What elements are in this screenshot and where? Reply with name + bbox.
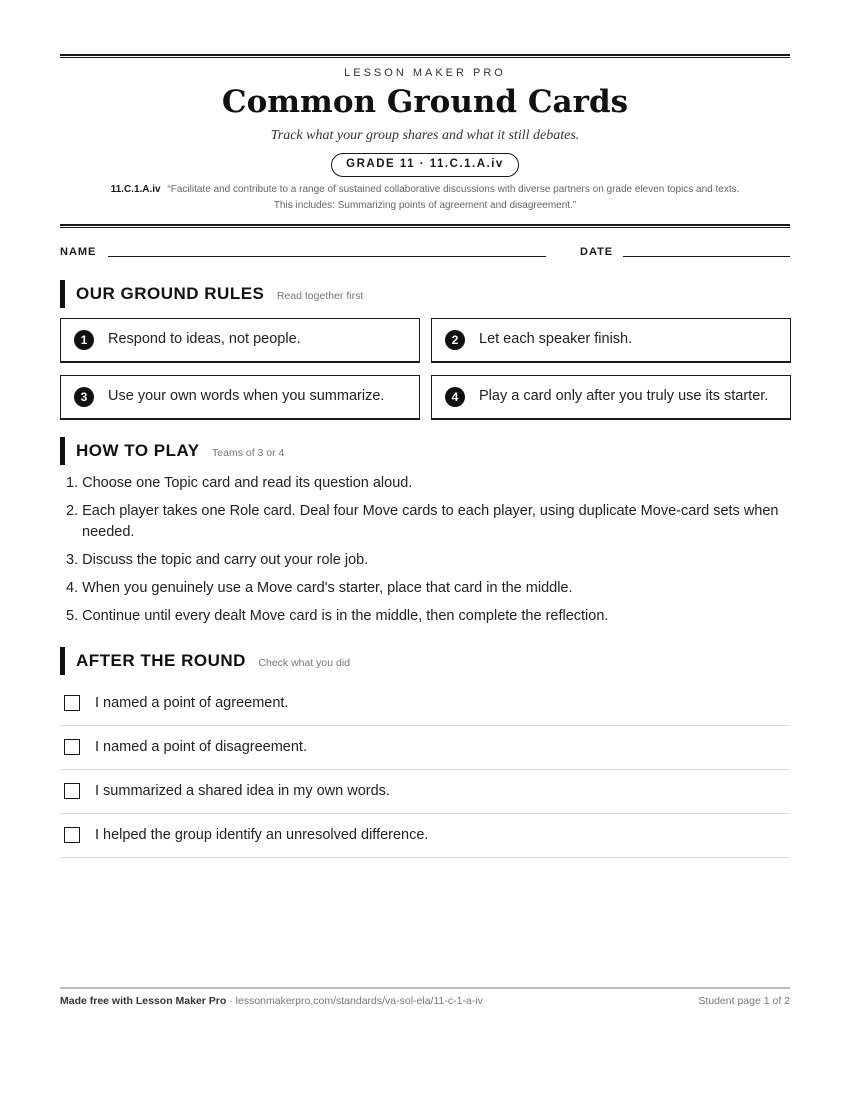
brand-label: LESSON MAKER PRO (344, 67, 506, 79)
standard-code: 11.C.1.A.iv (110, 184, 161, 195)
rule-number-badge: 1 (74, 330, 94, 350)
checkbox[interactable] (64, 827, 80, 843)
ground-rule-card (431, 318, 791, 363)
footer (60, 995, 790, 1007)
standard-description (60, 182, 790, 214)
checkbox[interactable] (64, 783, 80, 799)
grade-badge: GRADE 11 · 11.C.1.A.iv (331, 153, 519, 177)
step-item: 4. When you genuinely use a Move card's starter, place that card in the middle. (66, 580, 573, 596)
step-item: 5. Continue until every dealt Move card is in the middle, then complete the reflection. (66, 608, 609, 624)
after-round-header (60, 647, 790, 675)
rule-text: Use your own words when you summarize. (108, 388, 385, 404)
checklist-label: I named a point of agreement. (95, 695, 289, 711)
page-title: Common Ground Cards (221, 84, 629, 120)
standard-text-line1: “Facilitate and contribute to a range of sustained collaborative discussions with diverse partners on grade eleven topics and texts. (167, 184, 740, 195)
how-to-play-title: HOW TO PLAY (76, 441, 200, 460)
ground-rule-card (431, 375, 791, 420)
ground-rule-card (60, 318, 420, 363)
how-to-play-hint: Teams of 3 or 4 (212, 447, 285, 459)
name-date-row (60, 244, 790, 260)
footer-url[interactable]: · lessonmakerpro.com/standards/va-sol-ela/11-c-1-a-iv (226, 995, 483, 1007)
header-divider (60, 224, 790, 228)
rule-number-badge: 2 (445, 330, 465, 350)
after-round-hint: Check what you did (258, 657, 351, 669)
ground-rules-title: OUR GROUND RULES (76, 284, 265, 303)
checkbox[interactable] (64, 695, 80, 711)
checklist-item (60, 814, 790, 858)
checklist-label: I helped the group identify an unresolved difference. (95, 827, 429, 843)
standard-text-line2: This includes: Summarizing points of agreement and disagreement.” (273, 200, 577, 211)
page-subtitle: Track what your group shares and what it still debates. (270, 128, 580, 143)
top-divider (60, 54, 790, 58)
footer-divider (60, 987, 790, 989)
checklist-label: I summarized a shared idea in my own words. (95, 783, 390, 799)
how-to-play-steps (66, 473, 786, 634)
rule-number-badge: 4 (445, 387, 465, 407)
rule-number-badge: 3 (74, 387, 94, 407)
date-field[interactable] (623, 256, 790, 257)
step-item: 3. Discuss the topic and carry out your role job. (66, 552, 369, 568)
date-label: DATE (580, 246, 614, 258)
ground-rule-card (60, 375, 420, 420)
footer-page-info: Student page 1 of 2 (698, 995, 790, 1007)
checkbox[interactable] (64, 739, 80, 755)
name-field[interactable] (108, 256, 546, 257)
name-label: NAME (60, 246, 97, 258)
after-round-title: AFTER THE ROUND (76, 651, 246, 670)
rule-text: Play a card only after you truly use its starter. (479, 388, 769, 404)
step-item: 1. Choose one Topic card and read its question aloud. (66, 475, 413, 491)
ground-rules-hint: Read together first (276, 290, 364, 302)
checklist-item (60, 770, 790, 814)
ground-rules-header (60, 280, 790, 308)
how-to-play-header (60, 437, 790, 465)
step-item: 2. Each player takes one Role card. Deal four Move cards to each player, using duplicate Move-card sets when needed. (66, 503, 779, 540)
checklist-item (60, 682, 790, 726)
footer-made-with: Made free with Lesson Maker Pro (60, 995, 227, 1007)
checklist-label: I named a point of disagreement. (95, 739, 307, 755)
rule-text: Let each speaker finish. (479, 331, 633, 347)
rule-text: Respond to ideas, not people. (108, 331, 301, 347)
checklist-item (60, 726, 790, 770)
